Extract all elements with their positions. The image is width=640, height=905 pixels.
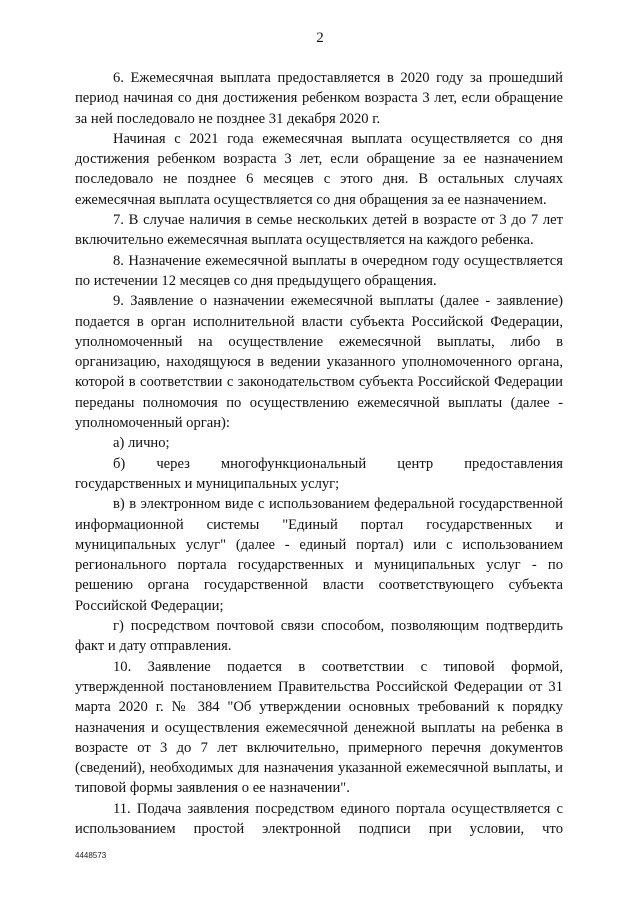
page-number: 2 bbox=[316, 30, 324, 46]
paragraph-7: 7. В случае наличия в семье нескольких детей в возрасте от 3 до 7 лет включительно ежемесячная выплата осуществляется на каждого ребенка. bbox=[75, 212, 563, 249]
paragraph-6: 6. Ежемесячная выплата предоставляется в 2020 году за прошедший период начиная со дня достижения ребенком возраста 3 лет, если обращение за ней последовало не позднее 31 декабря 2020 г. bbox=[75, 70, 563, 127]
paragraph-9-item-a: а) лично; bbox=[113, 435, 170, 452]
paragraph-11: 11. Подача заявления посредством единого портала осуществляется с использованием простой электронной подписи при условии, что bbox=[75, 800, 563, 837]
document-code: 4448573 bbox=[75, 851, 107, 860]
paragraph-8: 8. Назначение ежемесячной выплаты в очередном году осуществляется по истечении 12 месяцев со дня предыдущего обращения. bbox=[75, 252, 563, 289]
paragraph-9-item-g: г) посредством почтовой связи способом, позволяющим подтвердить факт и дату отправления. bbox=[75, 618, 563, 655]
paragraph-9: 9. Заявление о назначении ежемесячной выплаты (далее - заявление) подается в орган исполнительной власти субъекта Российской Федерации, уполномоченный на осуществление ежемесячной выплаты, либо в организацию, находящуюся в ведении указанного уполномоченного органа, которой в соответствии с законодательством субъекта Российской Федерации переданы полномочия по осуществлению ежемесячной выплаты (далее - уполномоченный орган): bbox=[75, 293, 563, 432]
paragraph-10: 10. Заявление подается в соответствии с типовой формой, утвержденной постановлением Правительства Российской Федерации от 31 марта 2020 г. № 384 "Об утверждении основных требований к порядку назначения и осуществления ежемесячной денежной выплаты на ребенка в возрасте от 3 до 7 лет включительно, примерного перечня документов (сведений), необходимых для назначения указанной ежемесячной выплаты, и типовой формы заявления о ее назначении". bbox=[75, 658, 563, 797]
paragraph-6-continued: Начиная с 2021 года ежемесячная выплата осуществляется со дня достижения ребенком возраста 3 лет, если обращение за ее назначением последовало не позднее 6 месяцев с этого дня. В остальных случаях ежемесячная выплата осуществляется со дня обращения за ее назначением. bbox=[75, 130, 563, 208]
paragraph-9-item-v: в) в электронном виде с использованием федеральной государственной информационной системы "Единый портал государственных и муниципальных услуг" (далее - единый портал) или с использованием регионального портала государственных и муниципальных услуг - по решению органа государственной власти соответствующего субъекта Российской Федерации; bbox=[75, 496, 563, 614]
document-body bbox=[75, 68, 563, 839]
paragraph-9-item-b: б) через многофункциональный центр предоставления государственных и муниципальных услуг; bbox=[75, 455, 563, 492]
